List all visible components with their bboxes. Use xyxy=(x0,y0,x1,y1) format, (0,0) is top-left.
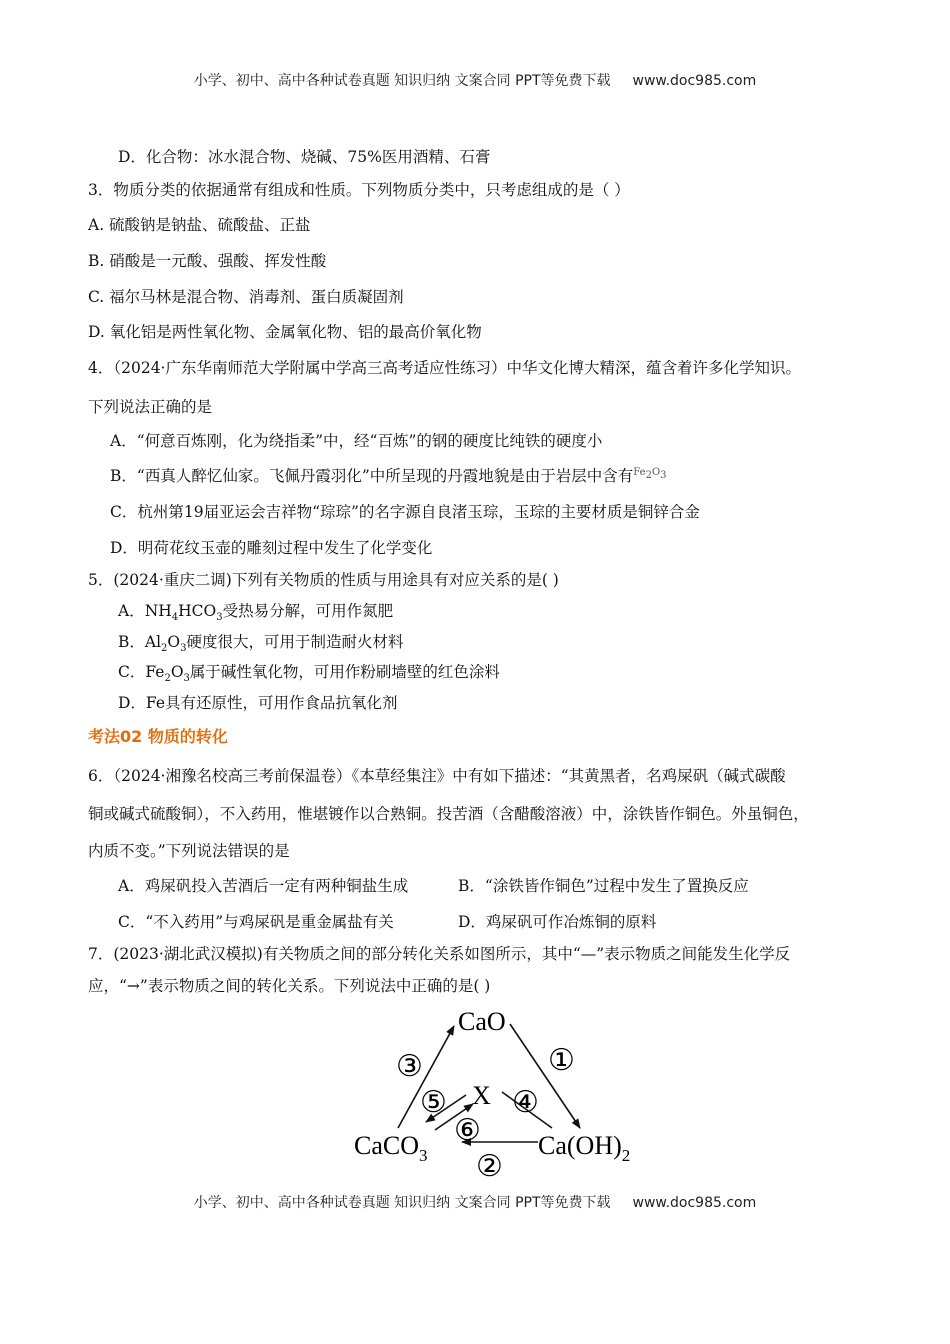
q4-option-b-text: B．“西真人醉忆仙家。飞佩丹霞羽化”中所呈现的丹霞地貌是由于岩层中含有 xyxy=(110,467,634,485)
q5-stem: 5．(2024·重庆二调)下列有关物质的性质与用途具有对应关系的是( ) xyxy=(88,571,559,589)
q7-stem-1: 7．(2023·湖北武汉模拟)有关物质之间的部分转化关系如图所示，其中“—”表示物质之间能发生化学反 xyxy=(88,945,791,963)
label-1: ① xyxy=(548,1044,575,1077)
header-text: 小学、初中、高中各种试卷真题 知识归纳 文案合同 PPT等免费下载 xyxy=(193,73,611,89)
q3-option-d: D. 氧化铝是两性氧化物、金属氧化物、铝的最高价氧化物 xyxy=(88,323,482,341)
page-footer xyxy=(0,1192,950,1212)
q5-option-b: B．$Al_2O_3$硬度很大，可用于制造耐火材料 xyxy=(118,633,404,655)
footer-site: www.doc985.com xyxy=(632,1195,757,1211)
q4-option-d: D．明荷花纹玉壶的雕刻过程中发生了化学变化 xyxy=(110,539,433,557)
cao-label: CaO xyxy=(458,1007,506,1036)
caoh2-label: $Ca(OH)_2$ xyxy=(538,1131,631,1165)
q6-stem-1: 6．（2024·湘豫名校高三考前保温卷）《本草经集注》中有如下描述：“其黄黑者，名鸡屎矾（碱式碳酸 xyxy=(88,767,786,785)
q2-option-d: D．化合物：冰水混合物、烧碱、75%医用酒精、石膏 xyxy=(118,148,491,166)
q6-stem-3: 内质不变。”下列说法错误的是 xyxy=(88,842,290,860)
q5-option-a: A．$NH_4HCO_3$受热易分解，可用作氮肥 xyxy=(118,602,394,624)
x-label: X xyxy=(472,1081,491,1110)
fe2o3-formula: Fe2O3 xyxy=(633,467,667,481)
q3-option-a: A. 硫酸钠是钠盐、硫酸盐、正盐 xyxy=(88,216,311,234)
caco3-label: CaCO$_3$ xyxy=(354,1131,428,1165)
q3-stem: 3．物质分类的依据通常有组成和性质。下列物质分类中，只考虑组成的是（ ） xyxy=(88,181,630,199)
section-heading: 考法02 物质的转化 xyxy=(88,727,228,746)
label-6: ⑥ xyxy=(454,1114,481,1147)
q6-option-a: A．鸡屎矾投入苦酒后一定有两种铜盐生成 xyxy=(118,877,409,895)
page-header xyxy=(0,70,950,90)
q4-option-c: C．杭州第19届亚运会吉祥物“琮琮”的名字源自良渚玉琮，玉琮的主要材质是铜锌合金 xyxy=(110,503,700,521)
label-4: ④ xyxy=(512,1086,539,1119)
q4-option-a: A．“何意百炼刚，化为绕指柔”中，经“百炼”的钢的硬度比纯铁的硬度小 xyxy=(110,432,603,450)
q5-option-d: D．Fe具有还原性，可用作食品抗氧化剂 xyxy=(118,694,398,712)
q7-stem-2: 应，“→”表示物质之间的转化关系。下列说法中正确的是( ) xyxy=(88,977,491,995)
q4-stem-2: 下列说法正确的是 xyxy=(88,398,213,416)
q4-option-b xyxy=(110,464,667,486)
q4-stem: 4．（2024·广东华南师范大学附属中学高三高考适应性练习）中华文化博大精深，蕴含着许多化学知识。 xyxy=(88,359,801,377)
q6-stem-2: 铜或碱式硫酸铜），不入药用，惟堪镀作以合熟铜。投苦酒（含醋酸溶液）中，涂铁皆作铜色。外虽铜色， xyxy=(88,805,809,823)
label-5: ⑤ xyxy=(420,1086,447,1119)
footer-text: 小学、初中、高中各种试卷真题 知识归纳 文案合同 PPT等免费下载 xyxy=(193,1195,611,1211)
conversion-diagram xyxy=(340,1000,660,1185)
q5-option-c: C．$Fe_2O_3$属于碱性氧化物，可用作粉刷墙壁的红色涂料 xyxy=(118,663,500,685)
label-3: ③ xyxy=(396,1050,423,1083)
q6-option-b: B．“涂铁皆作铜色”过程中发生了置换反应 xyxy=(458,877,749,895)
header-site: www.doc985.com xyxy=(632,73,757,89)
label-2: ② xyxy=(476,1150,503,1183)
q3-option-b: B. 硝酸是一元酸、强酸、挥发性酸 xyxy=(88,252,327,270)
q3-option-c: C. 福尔马林是混合物、消毒剂、蛋白质凝固剂 xyxy=(88,288,404,306)
q6-option-d: D．鸡屎矾可作冶炼铜的原料 xyxy=(458,913,657,931)
q6-option-c: C．“不入药用”与鸡屎矾是重金属盐有关 xyxy=(118,913,394,931)
